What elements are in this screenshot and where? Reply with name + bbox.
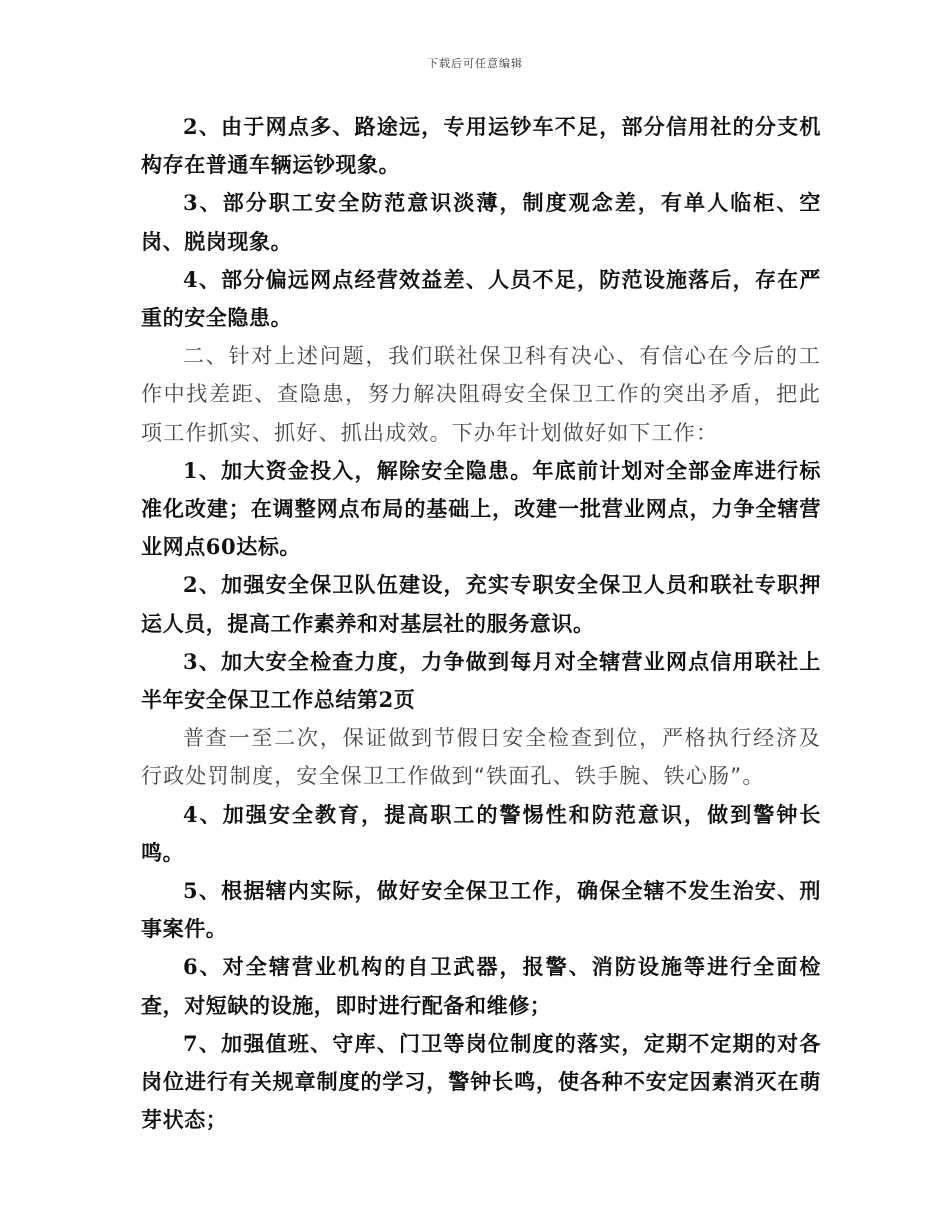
- paragraph-plan-4: 4、加强安全教育，提高职工的警惕性和防范意识，做到警钟长鸣。: [141, 801, 821, 865]
- paragraph-plan-6: 6、对全辖营业机构的自卫武器，报警、消防设施等进行全面检查，对短缺的设施，即时进行配备和维修；: [141, 954, 821, 1018]
- paragraph-plan-2: 2、加强安全保卫队伍建设，充实专职安全保卫人员和联社专职押运人员，提高工作素养和对基层社的服务意识。: [141, 572, 821, 636]
- paragraph-issue-2: 2、由于网点多、路途远，专用运钞车不足，部分信用社的分支机构存在普通车辆运钞现象。: [141, 114, 821, 178]
- paragraph-plan-3-continued: 普查一至二次，保证做到节假日安全检查到位，严格执行经济及行政处罚制度，安全保卫工作做到“铁面孔、铁手腕、铁心肠”。: [141, 726, 821, 789]
- paragraph-plan-3: 3、加大安全检查力度，力争做到每月对全辖营业网点信用联社上半年安全保卫工作总结第2页: [141, 648, 821, 713]
- paragraph-section-2-intro: 二、针对上述问题，我们联社保卫科有决心、有信心在今后的工作中找差距、查隐患，努力解决阻碍安全保卫工作的突出矛盾，把此项工作抓实、抓好、抓出成效。下办年计划做好如下工作：: [141, 344, 821, 445]
- document-body: [141, 108, 821, 1139]
- paragraph-plan-5: 5、根据辖内实际，做好安全保卫工作，确保全辖不发生治安、刑事案件。: [141, 878, 821, 942]
- paragraph-plan-1: 1、加大资金投入，解除安全隐患。年底前计划对全部金库进行标准化改建；在调整网点布局的基础上，改建一批营业网点，力争全辖营业网点60达标。: [141, 457, 821, 560]
- paragraph-plan-7: 7、加强值班、守库、门卫等岗位制度的落实，定期不定期的对各岗位进行有关规章制度的学习，警钟长鸣，使各种不安定因素消灭在萌芽状态；: [141, 1030, 821, 1133]
- paragraph-issue-3: 3、部分职工安全防范意识淡薄，制度观念差，有单人临柜、空岗、脱岗现象。: [141, 190, 821, 254]
- paragraph-issue-4: 4、部分偏远网点经营效益差、人员不足，防范设施落后，存在严重的安全隐患。: [141, 266, 821, 331]
- page-header: 下载后可任意编辑: [427, 57, 523, 70]
